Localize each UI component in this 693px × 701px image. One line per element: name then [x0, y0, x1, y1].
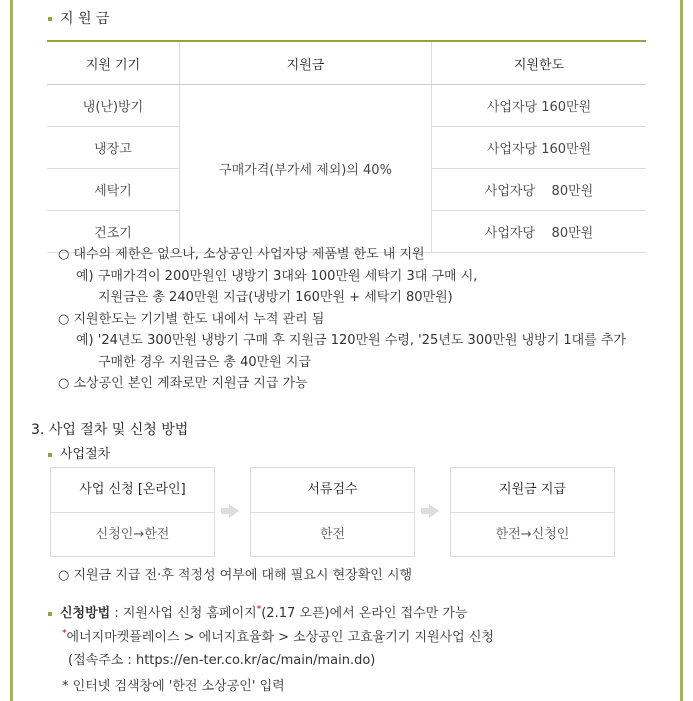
device-cell: 냉(난)방기	[47, 85, 180, 127]
table-row	[47, 85, 646, 127]
note-3: ○ 소상공인 본인 계좌로만 지원금 지급 가능	[58, 376, 308, 391]
right-border	[680, 0, 683, 701]
limit-cell: 사업자당 160만원	[432, 85, 647, 127]
note-2-example-1: 예) '24년도 300만원 냉방기 구매 후 지원금 120만원 수령, '25년도 300만원 냉방기 1대를 추가	[76, 333, 627, 348]
note-1-example-1: 예) 구매가격이 200만원인 냉방기 3대와 100만원 세탁기 3대 구매 시,	[76, 268, 478, 284]
header-subsidy: 지원금	[180, 41, 432, 85]
bullet-icon	[48, 612, 52, 616]
limit-cell: 사업자당 160만원	[432, 127, 647, 169]
apply-method	[48, 602, 468, 621]
header-device: 지원 기기	[47, 41, 180, 85]
note-2-example-2: 구매한 경우 지원금은 총 40만원 지급	[98, 354, 312, 370]
note-1-example-2: 지원금은 총 240만원 지급(냉방기 160만원 + 세탁기 80만원)	[98, 290, 453, 305]
bullet-icon	[48, 453, 52, 457]
step-body: 신청인→한전	[95, 527, 170, 542]
search-note: * 인터넷 검색창에 '한전 소상공인' 입력	[62, 679, 285, 694]
support-table	[47, 40, 646, 253]
limit-cell: 사업자당 80만원	[432, 211, 647, 253]
section-3-title: 3. 사업 절차 및 신청 방법	[31, 422, 189, 438]
device-cell: 건조기	[47, 211, 180, 253]
device-cell: 냉장고	[47, 127, 180, 169]
apply-path: *에너지마켓플레이스 > 에너지효율화 > 소상공인 고효율기기 지원사업 신청	[62, 628, 494, 645]
asterisk-mark: *	[256, 604, 262, 615]
step-payment	[450, 467, 615, 557]
apply-label: 신청방법	[60, 606, 111, 621]
arrow-right-icon	[229, 504, 239, 518]
header-limit: 지원한도	[432, 41, 647, 85]
step-head: 지원금 지급	[451, 468, 614, 513]
device-cell: 세탁기	[47, 169, 180, 211]
procedure-title: 사업절차	[48, 443, 110, 462]
subsidy-cell: 구매가격(부가세 제외)의 40%	[180, 85, 432, 253]
arrow-right-icon	[429, 504, 439, 518]
note-1: ○ 대수의 제한은 없으나, 소상공인 사업자당 제품별 한도 내 지원	[58, 247, 425, 262]
section-support-title: 지 원 금	[48, 8, 109, 28]
note-2: ○ 지원한도는 기기별 한도 내에서 누적 관리 됨	[58, 311, 325, 327]
apply-text-a: : 지원사업 신청 홈페이지	[110, 606, 257, 621]
step-apply	[50, 467, 215, 557]
apply-text-b: (2.17 오픈)에서 온라인 접수만 가능	[261, 606, 468, 621]
step-review	[250, 467, 415, 557]
step-body: 한전→신청인	[495, 527, 570, 542]
step-head: 사업 신청 [온라인]	[51, 468, 214, 513]
table-header-row	[47, 41, 646, 85]
apply-url[interactable]: (접속주소 : https://en-ter.co.kr/ac/main/main.do)	[68, 653, 376, 668]
left-border	[10, 0, 13, 701]
asterisk-mark: *	[62, 628, 67, 639]
after-steps-note: ○ 지원금 지급 전·후 적정성 여부에 대해 필요시 현장확인 시행	[58, 568, 413, 583]
support-notes	[58, 244, 626, 395]
step-body: 한전	[319, 527, 346, 542]
bullet-icon	[48, 17, 52, 21]
step-head: 서류검수	[251, 468, 414, 513]
limit-cell: 사업자당 80만원	[432, 169, 647, 211]
